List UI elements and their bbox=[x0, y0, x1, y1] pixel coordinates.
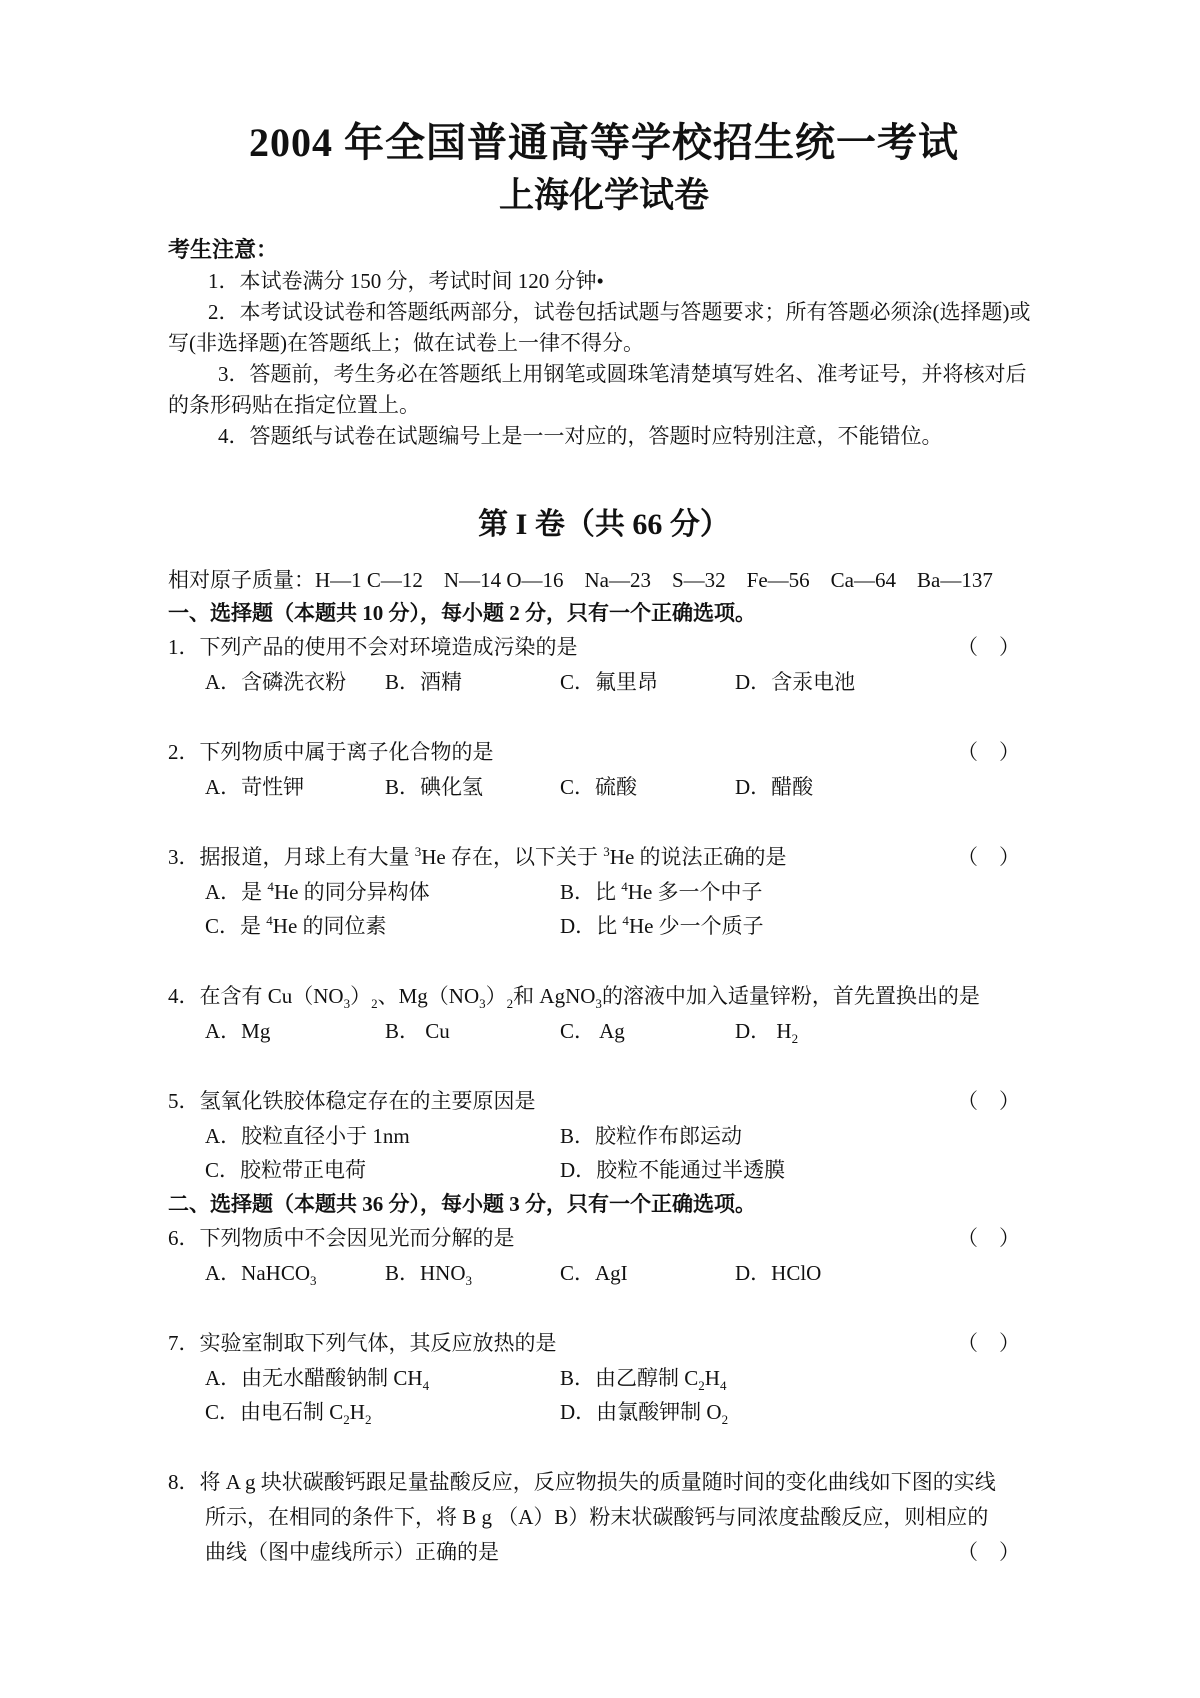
question bbox=[168, 1465, 1040, 1570]
question-stem-line: 2．下列物质中属于离子化合物的是 （ ） bbox=[168, 735, 1040, 770]
question-stem-line: 所示，在相同的条件下，将 B g （A）B）粉末状碳酸钙与同浓度盐酸反应，则相应的 bbox=[205, 1505, 989, 1529]
question-stem-line: 1．下列产品的使用不会对环境造成污染的是 （ ） bbox=[168, 630, 1040, 665]
question-stem bbox=[168, 1465, 1040, 1570]
option: A．由无水醋酸钠制 $CH_4$ bbox=[205, 1366, 430, 1394]
option-row bbox=[205, 909, 1040, 943]
option: B．胶粒作布郎运动 bbox=[560, 1124, 743, 1148]
option: A．Mg bbox=[205, 1019, 271, 1043]
question bbox=[168, 1326, 1040, 1429]
option: D．比 $^4$He 少一个质子 bbox=[560, 913, 764, 938]
option: C．是 $^4$He 的同位素 bbox=[205, 913, 387, 938]
exam-title-line1: 2004 年全国普通高等学校招生统一考试 bbox=[249, 120, 959, 165]
question bbox=[168, 979, 1040, 1048]
section1-title: 第 I 卷（共 66 分） bbox=[478, 508, 730, 541]
question-stem bbox=[168, 735, 1040, 770]
option-row bbox=[205, 1153, 1040, 1187]
question-stem bbox=[168, 840, 1040, 875]
notice-item-2: 2．本考试设试卷和答题纸两部分，试卷包括试题与答题要求；所有答题必须涂(选择题)或写(非选择题)在答题纸上；做在试卷上一律不得分。 bbox=[168, 300, 1031, 355]
question-stem-line: 6．下列物质中不会因见光而分解的是 （ ） bbox=[168, 1221, 1040, 1256]
question-options bbox=[168, 665, 1040, 699]
option: B． Cu bbox=[385, 1019, 450, 1043]
question-stem-line: 8．将 A g 块状碳酸钙跟足量盐酸反应，反应物损失的质量随时间的变化曲线如下图的实线 bbox=[168, 1470, 996, 1494]
question bbox=[168, 1221, 1040, 1290]
exam-title-line2: 上海化学试卷 bbox=[498, 176, 709, 215]
option: C．AgI bbox=[560, 1261, 628, 1285]
notice-item-1: 1．本试卷满分 150 分，考试时间 120 分钟• bbox=[208, 269, 604, 293]
option: B．碘化氢 bbox=[385, 775, 484, 799]
answer-bracket: （ ） bbox=[957, 845, 1020, 869]
question-stem bbox=[168, 1221, 1040, 1256]
question bbox=[168, 735, 1040, 804]
option: D．胶粒不能通过半透膜 bbox=[560, 1158, 786, 1182]
option-row bbox=[205, 1256, 1040, 1290]
option-row bbox=[205, 1361, 1040, 1395]
option: C．胶粒带正电荷 bbox=[205, 1158, 367, 1182]
option: B．$HNO_3$ bbox=[385, 1261, 473, 1289]
question-stem bbox=[168, 979, 1040, 1014]
option: D． $H_2$ bbox=[735, 1019, 799, 1047]
part1-questions bbox=[168, 630, 1040, 1187]
option: A．是 $^4$He 的同分异构体 bbox=[205, 879, 430, 904]
question-options bbox=[168, 1119, 1040, 1187]
exam-page bbox=[168, 118, 1040, 1570]
question-options bbox=[168, 1256, 1040, 1290]
option-row bbox=[205, 770, 1040, 804]
option: D．由氯酸钾制 $O_2$ bbox=[560, 1400, 729, 1428]
question-options bbox=[168, 770, 1040, 804]
part2-heading: 二、选择题（本题共 36 分），每小题 3 分，只有一个正确选项。 bbox=[168, 1192, 756, 1216]
question-stem bbox=[168, 630, 1040, 665]
question bbox=[168, 630, 1040, 699]
option: C．硫酸 bbox=[560, 775, 638, 799]
part2-questions bbox=[168, 1221, 1040, 1570]
question-stem-line: 曲线（图中虚线所示）正确的是 （ ） bbox=[168, 1535, 1040, 1570]
option-row bbox=[205, 1119, 1040, 1153]
question bbox=[168, 1084, 1040, 1187]
question bbox=[168, 840, 1040, 943]
option: B．由乙醇制 $C_2H_4$ bbox=[560, 1366, 727, 1394]
answer-bracket: （ ） bbox=[957, 740, 1020, 764]
notice-heading: 考生注意： bbox=[168, 237, 279, 262]
option: A．胶粒直径小于 1nm bbox=[205, 1124, 410, 1148]
answer-bracket: （ ） bbox=[957, 1331, 1020, 1355]
option-row bbox=[205, 1395, 1040, 1429]
answer-bracket: （ ） bbox=[957, 635, 1020, 659]
question-stem bbox=[168, 1326, 1040, 1361]
notice-item-4: 4．答题纸与试卷在试题编号上是一一对应的，答题时应特别注意，不能错位。 bbox=[218, 424, 943, 448]
question-options bbox=[168, 875, 1040, 943]
option: B．比 $^4$He 多一个中子 bbox=[560, 879, 763, 904]
question-stem-line: 4．在含有 $Cu(NO_3)_2$、$Mg(NO_3)_2$和 AgNO$_3$的溶液中加入适量锌粉，首先置换出的是 bbox=[168, 984, 980, 1012]
option-row bbox=[205, 1014, 1040, 1048]
option: B．酒精 bbox=[385, 670, 463, 694]
option: D．含汞电池 bbox=[735, 670, 856, 694]
question-options bbox=[168, 1361, 1040, 1429]
option: A．NaHCO$_3$ bbox=[205, 1261, 317, 1289]
answer-bracket: （ ） bbox=[957, 1226, 1020, 1250]
option: D．醋酸 bbox=[735, 775, 814, 799]
question-stem bbox=[168, 1084, 1040, 1119]
option: A．苛性钾 bbox=[205, 775, 305, 799]
option: D．HClO bbox=[735, 1261, 822, 1285]
option-row bbox=[205, 875, 1040, 909]
option: C．由电石制 $C_2H_2$ bbox=[205, 1400, 372, 1428]
notice-item-3: 3．答题前，考生务必在答题纸上用钢笔或圆珠笔清楚填写姓名、准考证号，并将核对后的条形码贴在指定位置上。 bbox=[168, 362, 1027, 417]
question-options bbox=[168, 1014, 1040, 1048]
option: C． Ag bbox=[560, 1019, 625, 1043]
option: C．氟里昂 bbox=[560, 670, 659, 694]
atomic-masses-line: 相对原子质量：H—1 C—12 N—14 O—16 Na—23 S—32 Fe—56 Ca—64 Ba—137 bbox=[168, 568, 993, 592]
option-row bbox=[205, 665, 1040, 699]
question-stem-line: 7．实验室制取下列气体，其反应放热的是 （ ） bbox=[168, 1326, 1040, 1361]
answer-bracket: （ ） bbox=[957, 1089, 1020, 1113]
option: A．含磷洗衣粉 bbox=[205, 670, 347, 694]
answer-bracket: （ ） bbox=[957, 1540, 1020, 1564]
question-stem-line: 5．氢氧化铁胶体稳定存在的主要原因是 （ ） bbox=[168, 1084, 1040, 1119]
part1-heading: 一、选择题（本题共 10 分），每小题 2 分，只有一个正确选项。 bbox=[168, 601, 756, 625]
question-stem-line: 3．据报道，月球上有大量 $^3$He 存在，以下关于 $^3$He 的说法正确的是 （ ） bbox=[168, 840, 1040, 875]
